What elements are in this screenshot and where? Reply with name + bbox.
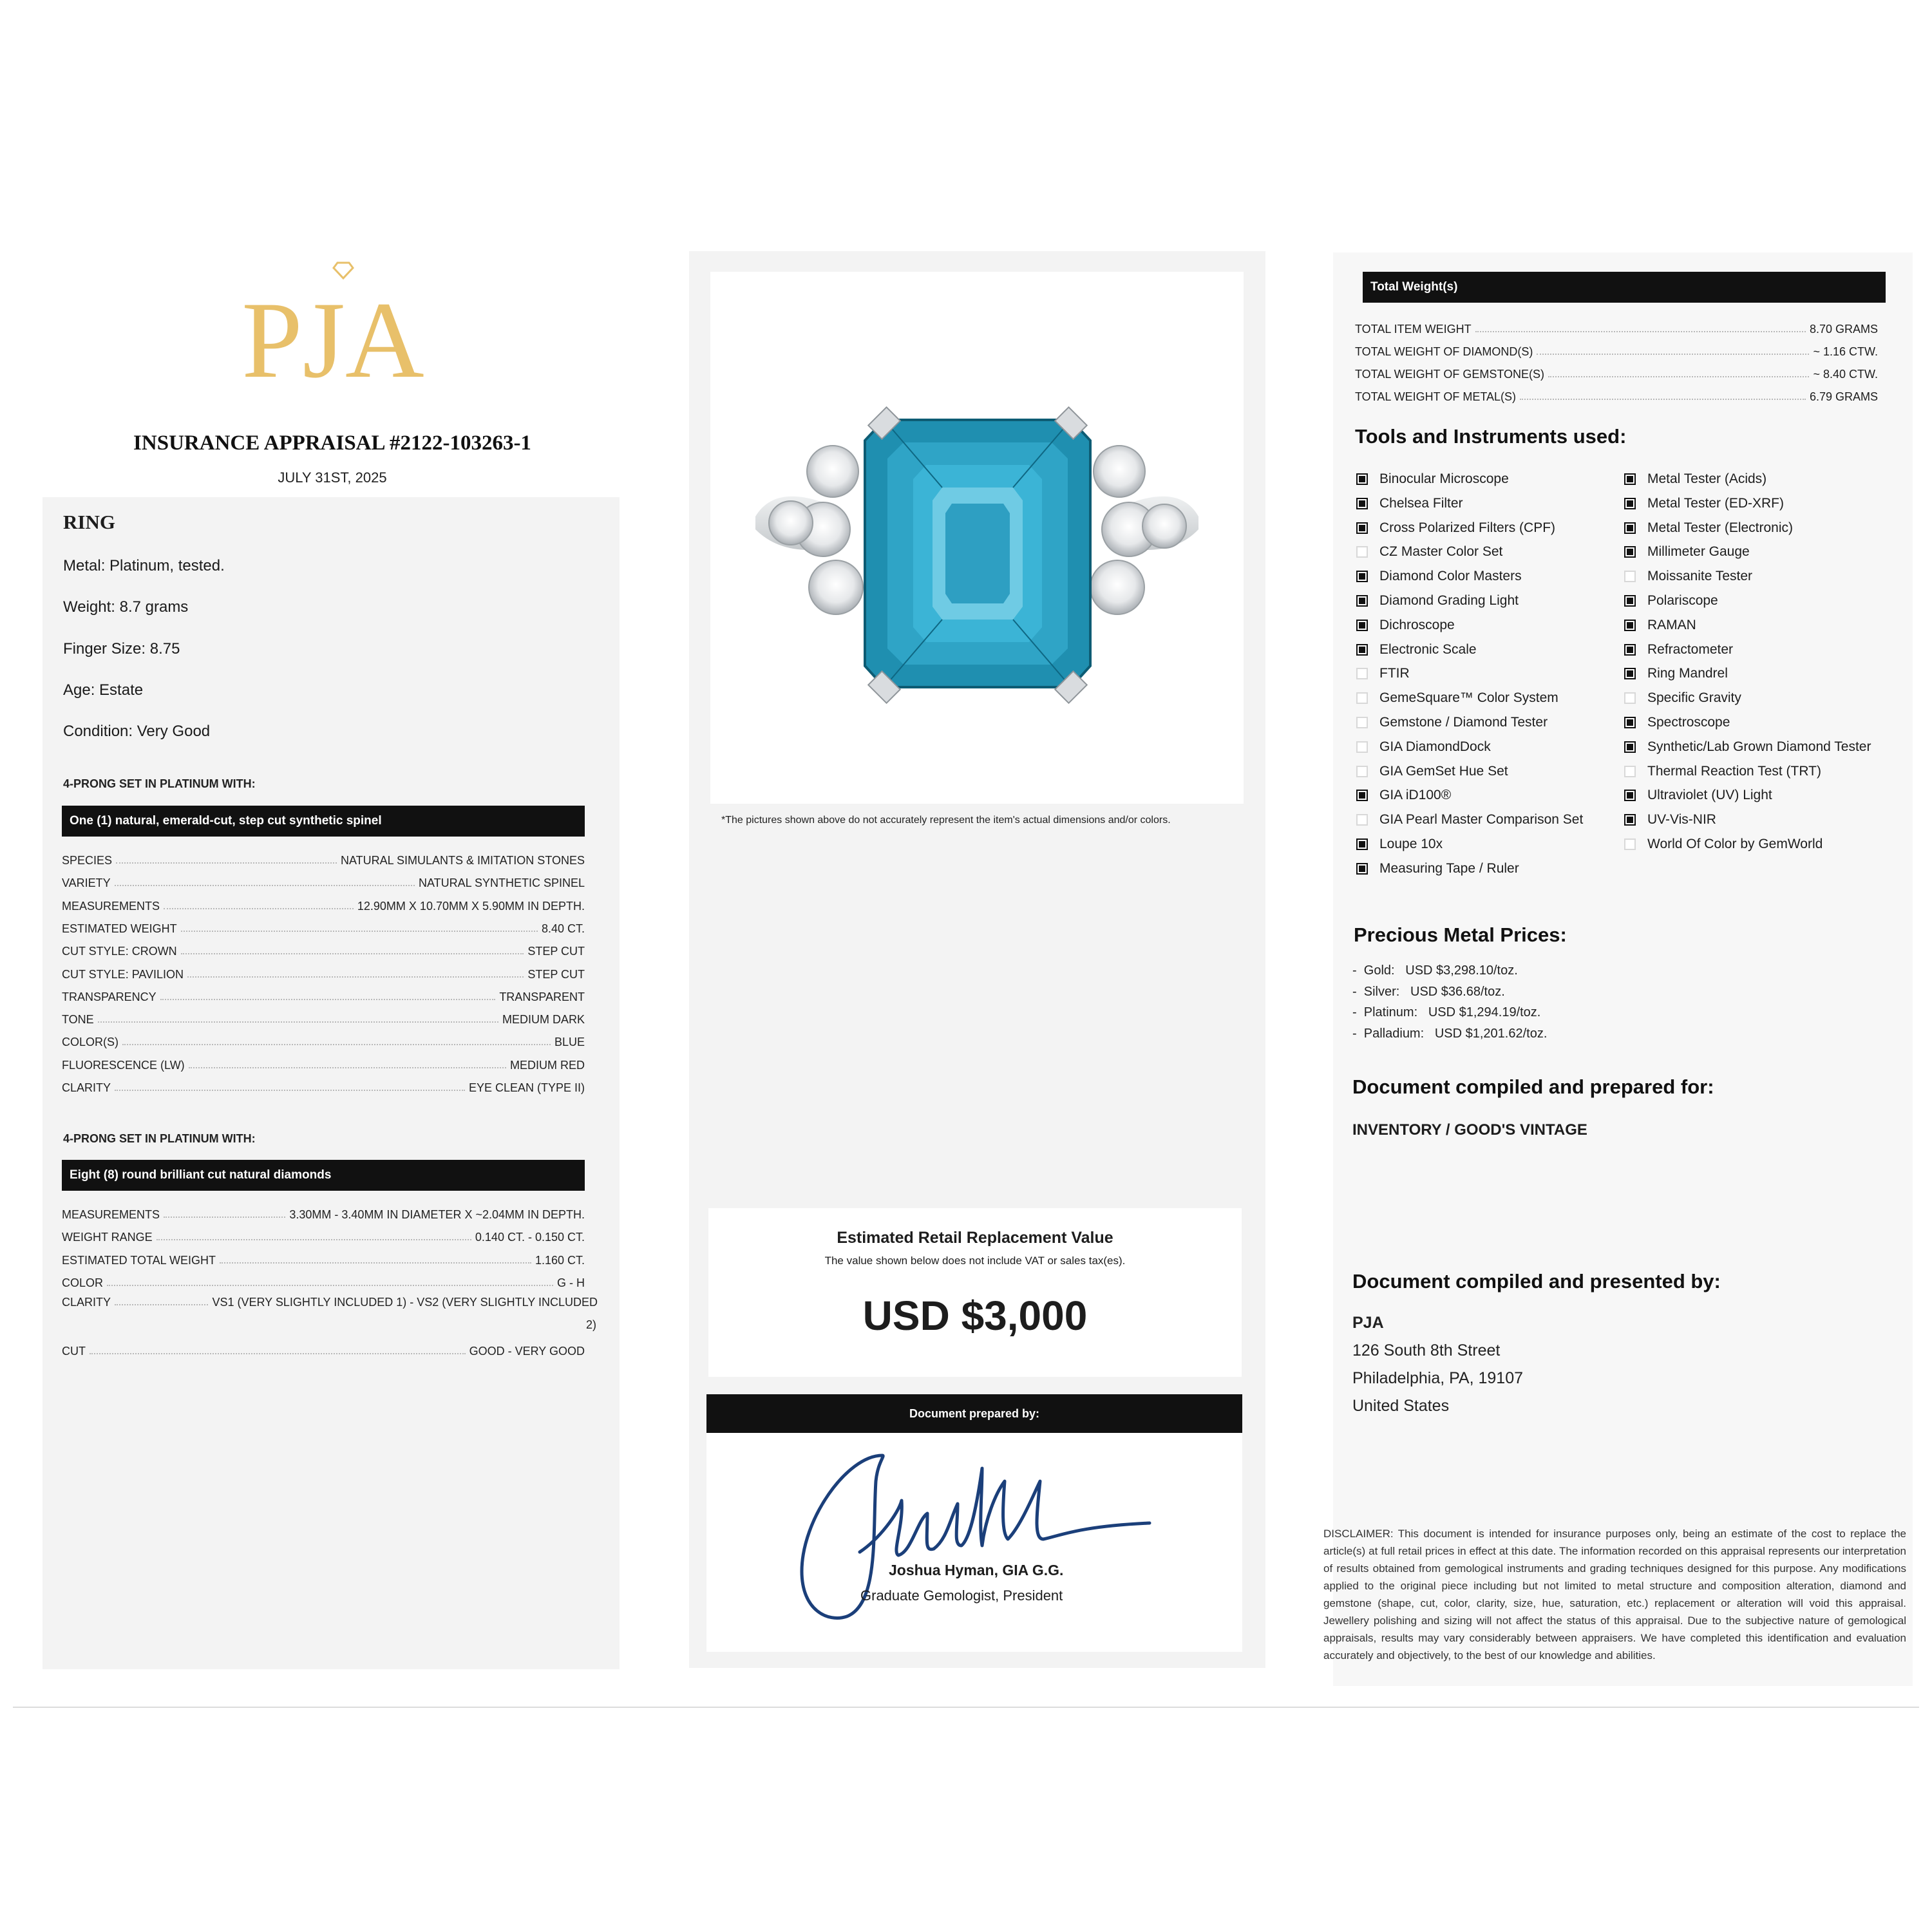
tool-label: Dichroscope	[1379, 617, 1455, 632]
unchecked-checkbox-icon	[1356, 717, 1368, 728]
spec-key: CLARITY	[62, 1296, 111, 1309]
tool-item	[1624, 543, 1750, 561]
spec-value: MEDIUM DARK	[502, 1013, 585, 1027]
spec-key: FLUORESCENCE (LW)	[62, 1058, 185, 1072]
metal-price-item: - Palladium: USD $1,201.62/toz.	[1352, 1026, 1548, 1041]
leader-dots	[156, 1239, 471, 1240]
weight-key: TOTAL WEIGHT OF METAL(S)	[1355, 390, 1517, 403]
tool-item	[1356, 762, 1508, 781]
unchecked-checkbox-icon	[1356, 546, 1368, 558]
diamond-spec-row	[62, 1296, 598, 1332]
tool-item	[1624, 567, 1752, 585]
unchecked-checkbox-icon	[1624, 692, 1636, 704]
unchecked-checkbox-icon	[1356, 741, 1368, 753]
weight-key: TOTAL WEIGHT OF DIAMOND(S)	[1355, 345, 1533, 358]
metal-price-item: - Platinum: USD $1,294.19/toz.	[1352, 1005, 1541, 1019]
company-country: United States	[1352, 1397, 1450, 1415]
gemstone-spec-row	[62, 965, 585, 981]
metal-prices-heading: Precious Metal Prices:	[1354, 923, 1567, 946]
weight-value: ~ 1.16 CTW.	[1813, 345, 1878, 358]
tool-label: Spectroscope	[1647, 715, 1730, 730]
preparer-title: Graduate Gemologist, President	[860, 1587, 1063, 1604]
diamond-spec-row	[62, 1205, 585, 1222]
tool-item	[1356, 495, 1463, 513]
spec-key: SPECIES	[62, 854, 113, 867]
tool-item	[1356, 567, 1522, 585]
leader-dots	[122, 1044, 551, 1045]
page-divider	[13, 1707, 1919, 1708]
tool-label: Diamond Grading Light	[1379, 593, 1519, 608]
unchecked-checkbox-icon	[1624, 766, 1636, 777]
spec-key: ESTIMATED TOTAL WEIGHT	[62, 1253, 216, 1267]
tool-label: GIA Pearl Master Comparison Set	[1379, 812, 1584, 828]
metal-price-item: - Silver: USD $36.68/toz.	[1352, 984, 1505, 999]
tool-label: FTIR	[1379, 666, 1410, 681]
tool-label: UV-Vis-NIR	[1647, 812, 1716, 828]
spec-key: WEIGHT RANGE	[62, 1231, 153, 1244]
diamond-spec-row	[62, 1227, 585, 1244]
tool-item	[1624, 811, 1716, 829]
weight-value: ~ 8.40 CTW.	[1813, 368, 1878, 381]
tool-label: CZ Master Color Set	[1379, 544, 1503, 560]
spec-key: CUT	[62, 1344, 86, 1358]
tool-label: Measuring Tape / Ruler	[1379, 860, 1519, 876]
tool-item	[1356, 641, 1477, 659]
tool-item	[1624, 519, 1793, 537]
checked-checkbox-icon	[1624, 522, 1636, 534]
tool-label: Millimeter Gauge	[1647, 544, 1750, 560]
checked-checkbox-icon	[1356, 644, 1368, 656]
tool-item	[1356, 470, 1509, 488]
tool-label: Specific Gravity	[1647, 690, 1741, 706]
spec-key: CLARITY	[62, 1081, 111, 1094]
tool-label: Synthetic/Lab Grown Diamond Tester	[1647, 739, 1871, 754]
item-type: RING	[63, 511, 115, 533]
checked-checkbox-icon	[1624, 790, 1636, 801]
checked-checkbox-icon	[1356, 620, 1368, 631]
valuation-box	[708, 1208, 1242, 1377]
spec-value: G - H	[557, 1276, 585, 1289]
spec-key: ESTIMATED WEIGHT	[62, 922, 177, 935]
leader-dots	[220, 1262, 531, 1264]
total-weight-row	[1355, 342, 1878, 359]
leader-dots	[1548, 376, 1809, 377]
leader-dots	[90, 1353, 466, 1354]
gemstone-spec-row	[62, 919, 585, 936]
leader-dots	[181, 953, 524, 954]
spec-value: STEP CUT	[527, 967, 585, 981]
tool-item	[1356, 689, 1558, 707]
spec-value-continued: 2)	[585, 1318, 596, 1332]
valuation-title: Estimated Retail Replacement Value	[837, 1229, 1113, 1247]
tool-label: GemeSquare™ Color System	[1379, 690, 1558, 706]
spec-key: TRANSPARENCY	[62, 990, 156, 1003]
tool-label: Binocular Microscope	[1379, 471, 1509, 486]
spec-key: MEASUREMENTS	[62, 1208, 160, 1221]
ring-image	[710, 272, 1244, 804]
tool-item	[1624, 714, 1730, 732]
leader-dots	[189, 1067, 506, 1068]
spec-value: TRANSPARENT	[499, 990, 585, 1003]
tool-item	[1356, 738, 1491, 756]
gemstone-spec-row	[62, 942, 585, 958]
tool-item	[1624, 641, 1733, 659]
weight-key: TOTAL WEIGHT OF GEMSTONE(S)	[1355, 368, 1545, 381]
tool-label: Metal Tester (ED-XRF)	[1647, 495, 1784, 511]
diamond-spec-row	[62, 1273, 585, 1290]
tool-item	[1356, 665, 1410, 683]
total-weights-bar: Total Weight(s)	[1363, 272, 1886, 303]
tool-label: Chelsea Filter	[1379, 495, 1463, 511]
company-name: PJA	[1352, 1314, 1384, 1332]
tool-label: Thermal Reaction Test (TRT)	[1647, 763, 1821, 779]
spec-value: BLUE	[554, 1036, 585, 1049]
checked-checkbox-icon	[1356, 473, 1368, 485]
leader-dots	[1520, 399, 1806, 400]
spec-value: EYE CLEAN (TYPE II)	[468, 1081, 585, 1094]
spec-value: NATURAL SIMULANTS & IMITATION STONES	[340, 854, 585, 867]
tool-item	[1624, 762, 1821, 781]
gemstone-spec-row	[62, 987, 585, 1004]
tool-item	[1624, 616, 1696, 634]
spec-key: COLOR	[62, 1276, 104, 1289]
tool-label: Gemstone / Diamond Tester	[1379, 715, 1548, 730]
page-title: INSURANCE APPRAISAL #2122-103263-1	[133, 431, 531, 455]
tool-label: RAMAN	[1647, 617, 1696, 632]
tool-item	[1624, 786, 1772, 804]
unchecked-checkbox-icon	[1356, 692, 1368, 704]
gemstone-spec-row	[62, 1010, 585, 1027]
spec-value: 1.160 CT.	[535, 1253, 585, 1267]
tool-label: Polariscope	[1647, 593, 1718, 608]
leader-dots	[107, 1285, 553, 1286]
photo-disclaimer: *The pictures shown above do not accurately represent the item's actual dimensions and/or colors.	[721, 815, 1171, 826]
checked-checkbox-icon	[1356, 498, 1368, 509]
tool-item	[1624, 738, 1871, 756]
tool-label: Refractometer	[1647, 641, 1734, 657]
unchecked-checkbox-icon	[1356, 766, 1368, 777]
tool-item	[1356, 592, 1519, 610]
item-weight: Weight: 8.7 grams	[63, 598, 189, 616]
weight-value: 8.70 GRAMS	[1809, 323, 1878, 336]
gemstone-spec-row	[62, 873, 585, 890]
item-condition: Condition: Very Good	[63, 723, 211, 740]
tool-label: Metal Tester (Electronic)	[1647, 520, 1794, 535]
checked-checkbox-icon	[1356, 571, 1368, 582]
tool-item	[1356, 786, 1451, 804]
presented-by-heading: Document compiled and presented by:	[1352, 1270, 1721, 1293]
tool-item	[1356, 714, 1548, 732]
checked-checkbox-icon	[1624, 498, 1636, 509]
prepared-for-heading: Document compiled and prepared for:	[1352, 1075, 1714, 1098]
spec-value: STEP CUT	[527, 945, 585, 958]
weight-key: TOTAL ITEM WEIGHT	[1355, 323, 1472, 336]
diamond-header-bar: Eight (8) round brilliant cut natural diamonds	[62, 1160, 585, 1191]
checked-checkbox-icon	[1624, 814, 1636, 826]
tool-label: GIA GemSet Hue Set	[1379, 763, 1508, 779]
gemstone-spec-row	[62, 851, 585, 867]
checked-checkbox-icon	[1356, 595, 1368, 607]
client-name: INVENTORY / GOOD'S VINTAGE	[1352, 1121, 1587, 1139]
tool-item	[1356, 543, 1502, 561]
legal-disclaimer: DISCLAIMER: This document is intended for insurance purposes only, being an estimate of the cost to replace the article(s) at full retail prices in effect at this date. The information recorded on this appraisal represents our interpretation of results obtained from gemological instruments and grading techniques designed for this purpose. Any modifications applied to the original piece including but not limited to metal structure and composition alteration, diamond and gemstone (shape, cut, color, clarity, size, hue, saturation, etc.) replacement or alteration will void this appraisal. Jewellery polishing and sizing will not affect the status of this appraisal. Due to the subjective nature of gemological appraisals, results may vary considerably between appraisers. We have completed this identification and evaluation accurately and objectively, to the best of our knowledge and abilities.	[1323, 1528, 1906, 1662]
spec-value: MEDIUM RED	[510, 1058, 585, 1072]
metal-price-item: - Gold: USD $3,298.10/toz.	[1352, 963, 1518, 978]
gemstone-spec-row	[62, 1032, 585, 1049]
diamond-spec-row	[62, 1251, 585, 1267]
tool-item	[1624, 592, 1718, 610]
leader-dots	[98, 1021, 498, 1023]
total-weight-row	[1355, 365, 1878, 381]
spec-value: VS1 (VERY SLIGHTLY INCLUDED 1) - VS2 (VERY SLIGHTLY INCLUDED	[212, 1296, 598, 1309]
checked-checkbox-icon	[1356, 790, 1368, 801]
spec-value: GOOD - VERY GOOD	[469, 1344, 585, 1358]
tool-item	[1624, 689, 1741, 707]
leader-dots	[115, 885, 415, 886]
leader-dots	[115, 1304, 208, 1305]
weight-value: 6.79 GRAMS	[1809, 390, 1878, 403]
tool-item	[1356, 835, 1443, 853]
leader-dots	[116, 862, 337, 864]
tool-label: Loupe 10x	[1379, 837, 1443, 851]
checked-checkbox-icon	[1624, 668, 1636, 679]
tool-label: Electronic Scale	[1379, 641, 1477, 657]
item-metal: Metal: Platinum, tested.	[63, 557, 225, 574]
svg-text:PJA: PJA	[242, 279, 424, 393]
spec-value: 0.140 CT. - 0.150 CT.	[475, 1231, 585, 1244]
unchecked-checkbox-icon	[1356, 668, 1368, 679]
gemstone-setting-label: 4-PRONG SET IN PLATINUM WITH:	[63, 777, 256, 790]
diamond-spec-row	[62, 1341, 585, 1358]
item-age: Age: Estate	[63, 681, 144, 699]
spec-value: 3.30MM - 3.40MM IN DIAMETER X ~2.04MM IN DEPTH.	[289, 1208, 585, 1221]
gemstone-spec-row	[62, 1078, 585, 1095]
unchecked-checkbox-icon	[1624, 838, 1636, 850]
leader-dots	[115, 1090, 465, 1091]
leader-dots	[164, 1217, 285, 1218]
gemstone-header-bar: One (1) natural, emerald-cut, step cut synthetic spinel	[62, 806, 585, 837]
diamond-setting-label: 4-PRONG SET IN PLATINUM WITH:	[63, 1132, 256, 1145]
checked-checkbox-icon	[1624, 620, 1636, 631]
tool-label: Diamond Color Masters	[1379, 569, 1522, 584]
tool-label: GIA DiamondDock	[1379, 739, 1491, 754]
spec-key: CUT STYLE: CROWN	[62, 945, 177, 958]
ring-photo	[710, 272, 1244, 804]
unchecked-checkbox-icon	[1356, 814, 1368, 826]
spec-key: CUT STYLE: PAVILION	[62, 967, 184, 981]
total-weight-row	[1355, 387, 1878, 404]
tool-label: Cross Polarized Filters (CPF)	[1379, 520, 1556, 535]
leader-dots	[187, 976, 524, 978]
tool-label: Ultraviolet (UV) Light	[1647, 788, 1772, 803]
leader-dots	[181, 931, 538, 932]
item-finger-size: Finger Size: 8.75	[63, 640, 180, 658]
tool-item	[1356, 860, 1519, 878]
checked-checkbox-icon	[1356, 522, 1368, 534]
checked-checkbox-icon	[1624, 473, 1636, 485]
unchecked-checkbox-icon	[1624, 571, 1636, 582]
tool-item	[1624, 835, 1823, 853]
checked-checkbox-icon	[1624, 546, 1636, 558]
checked-checkbox-icon	[1624, 717, 1636, 728]
company-street: 126 South 8th Street	[1352, 1341, 1501, 1359]
checked-checkbox-icon	[1624, 595, 1636, 607]
leader-dots	[1475, 331, 1806, 332]
tool-item	[1624, 495, 1784, 513]
tool-item	[1624, 470, 1766, 488]
checked-checkbox-icon	[1624, 644, 1636, 656]
spec-key: VARIETY	[62, 876, 111, 890]
spec-key: MEASUREMENTS	[62, 899, 160, 913]
tool-label: Ring Mandrel	[1647, 666, 1728, 681]
valuation-subtitle: The value shown below does not include VAT or sales tax(es).	[824, 1255, 1126, 1267]
checked-checkbox-icon	[1356, 838, 1368, 850]
leader-dots	[164, 908, 354, 909]
spec-value: 12.90MM X 10.70MM X 5.90MM IN DEPTH.	[357, 899, 585, 913]
total-weight-row	[1355, 319, 1878, 336]
checked-checkbox-icon	[1356, 863, 1368, 875]
tool-item	[1356, 519, 1555, 537]
tools-heading: Tools and Instruments used:	[1355, 425, 1627, 448]
appraisal-date: JULY 31ST, 2025	[278, 469, 387, 486]
valuation-amount: USD $3,000	[862, 1293, 1088, 1339]
gemstone-spec-row	[62, 1056, 585, 1072]
spec-value: NATURAL SYNTHETIC SPINEL	[418, 876, 585, 890]
checked-checkbox-icon	[1624, 741, 1636, 753]
prepared-by-bar: Document prepared by:	[706, 1394, 1242, 1433]
tool-label: World Of Color by GemWorld	[1647, 837, 1823, 851]
tool-item	[1356, 811, 1583, 829]
leader-dots	[1537, 354, 1809, 355]
tool-label: Metal Tester (Acids)	[1647, 471, 1767, 486]
pja-logo	[240, 258, 426, 393]
tool-label: Moissanite Tester	[1647, 569, 1753, 584]
spec-key: COLOR(S)	[62, 1036, 119, 1049]
tool-item	[1356, 616, 1455, 634]
spec-value: 8.40 CT.	[541, 922, 585, 935]
company-city: Philadelphia, PA, 19107	[1352, 1369, 1524, 1387]
gemstone-spec-row	[62, 896, 585, 913]
tool-item	[1624, 665, 1728, 683]
leader-dots	[160, 999, 496, 1000]
spec-key: TONE	[62, 1013, 94, 1027]
tool-label: GIA iD100®	[1379, 788, 1452, 803]
preparer-name: Joshua Hyman, GIA G.G.	[889, 1562, 1064, 1578]
